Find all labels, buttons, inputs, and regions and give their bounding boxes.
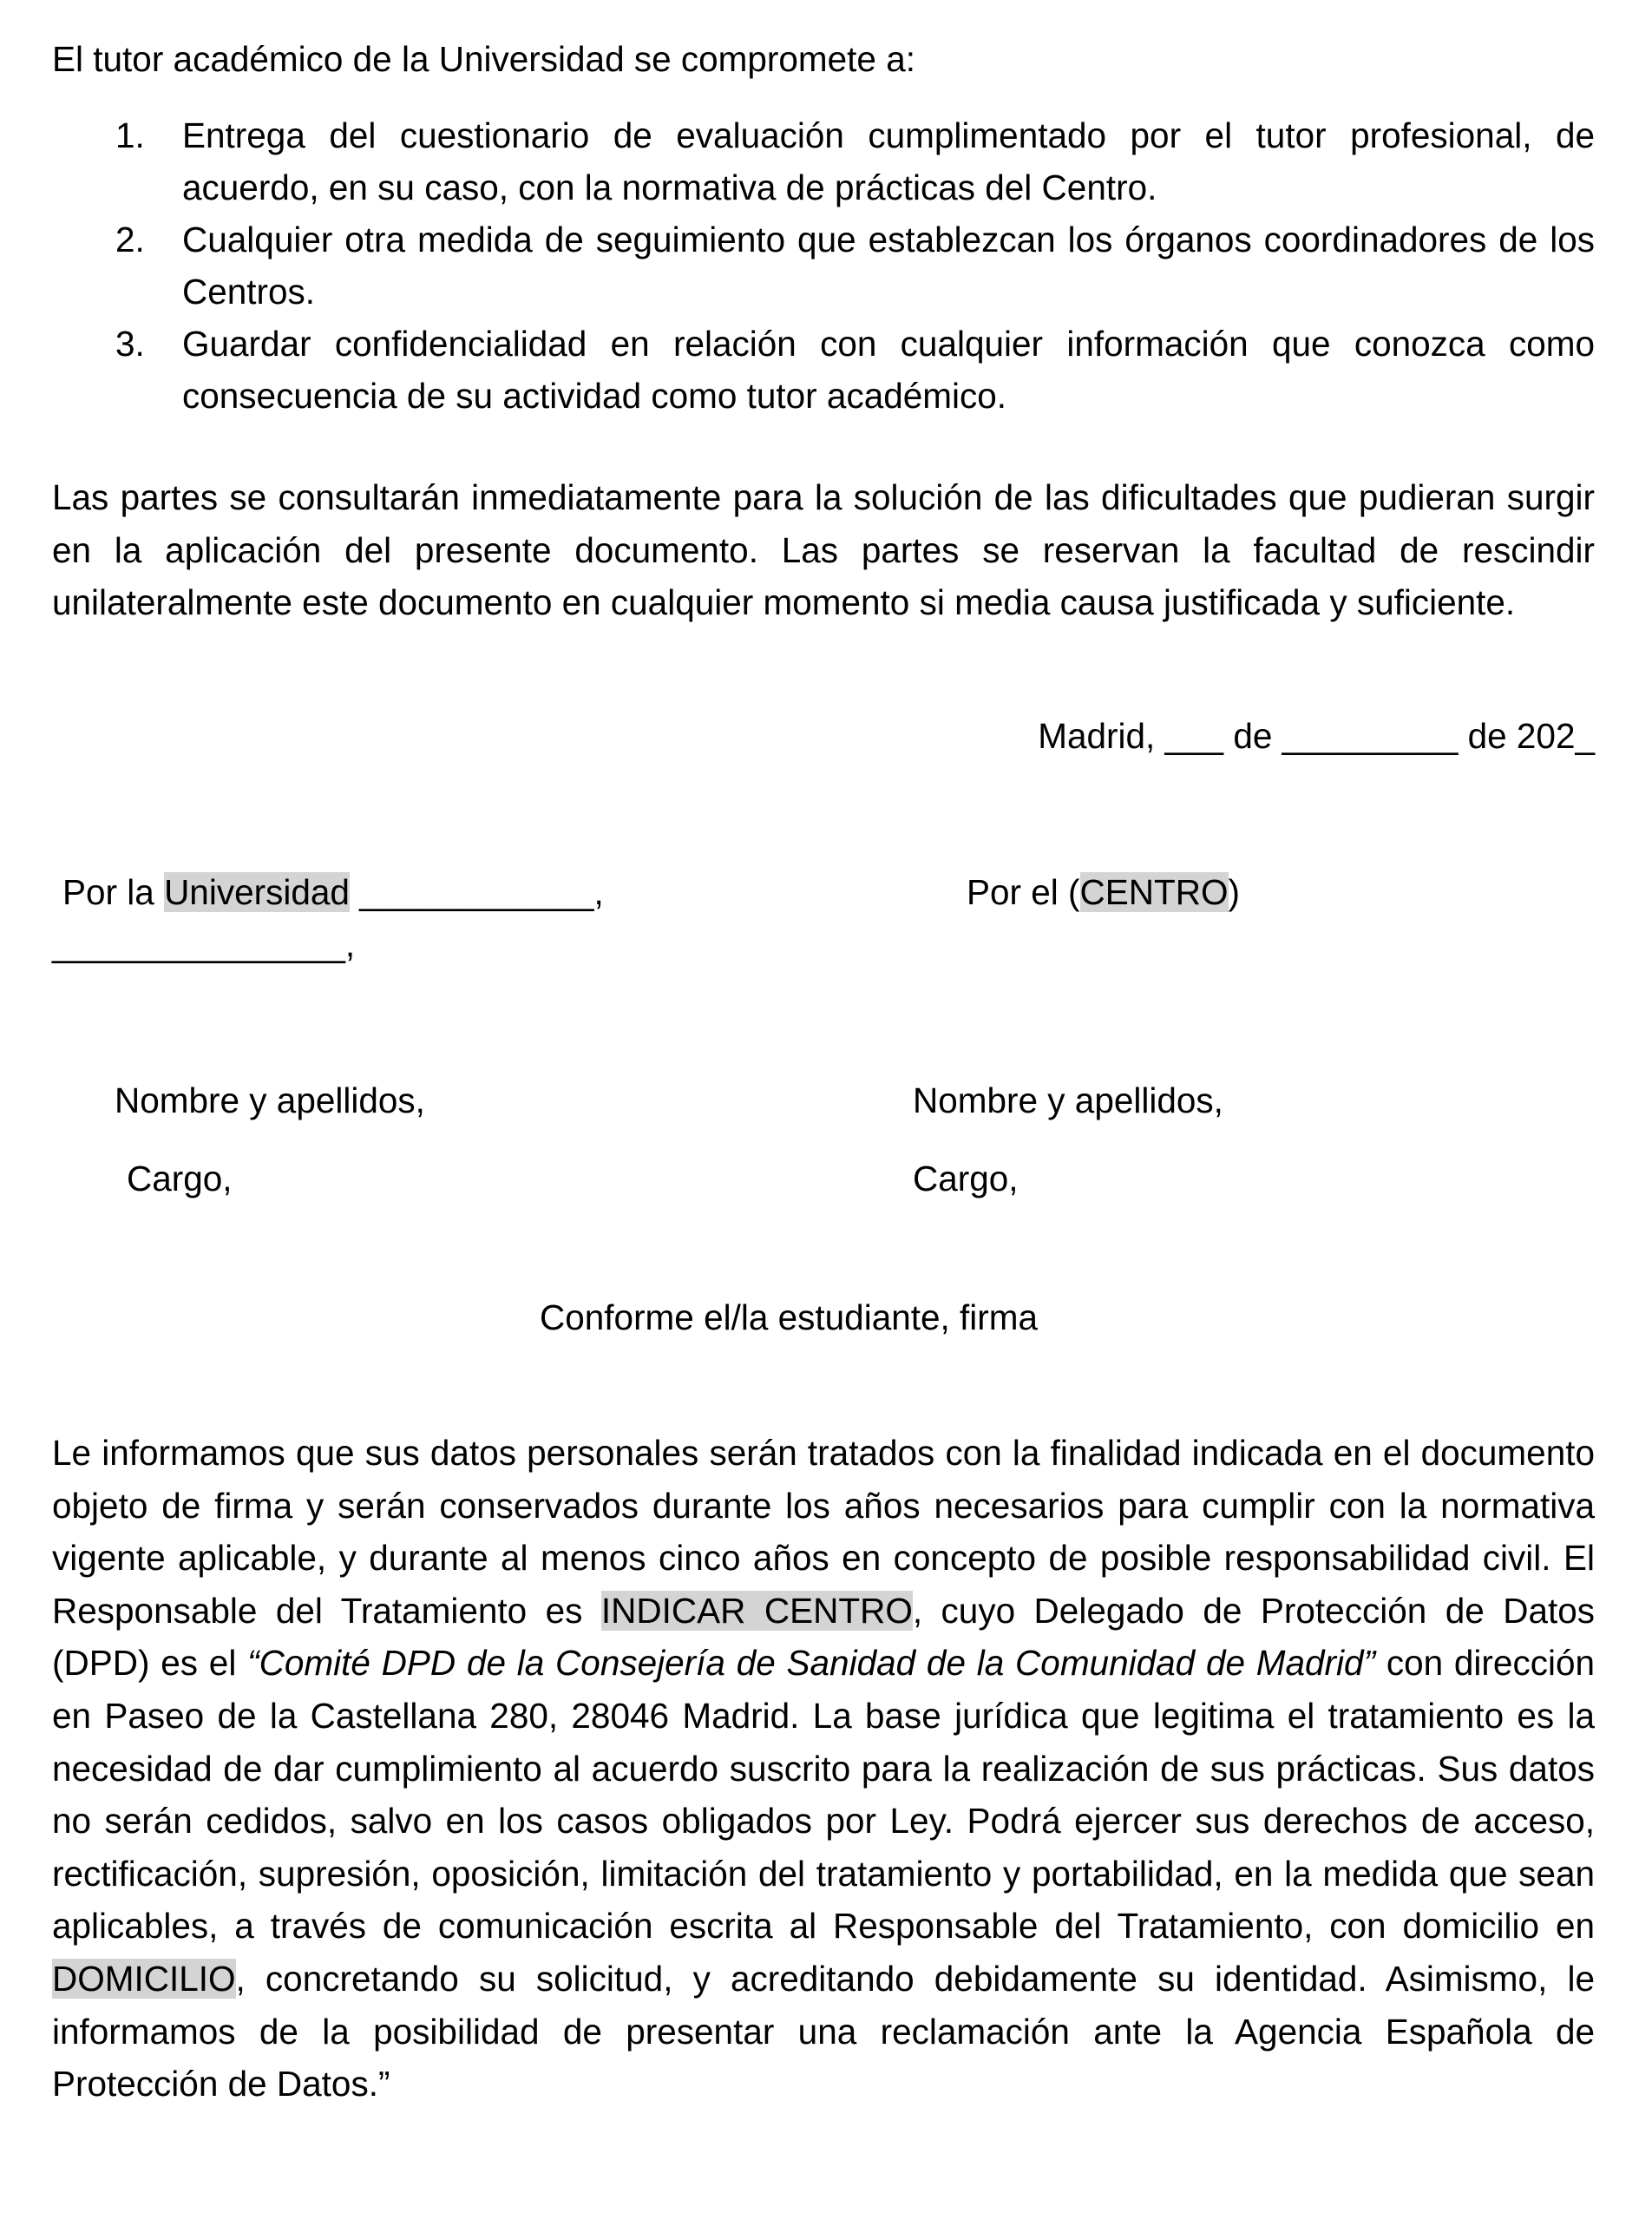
signature-left-prefix: Por la — [62, 872, 165, 912]
intro-line: El tutor académico de la Universidad se compromete a: — [52, 39, 915, 79]
list-item-text: Cualquier otra medida de seguimiento que establezcan los órganos coordinadores de los Centros. — [182, 220, 1595, 312]
signature-right-suffix: ) — [1228, 872, 1241, 912]
domicilio-highlight: DOMICILIO — [52, 1958, 236, 1999]
commitments-list — [52, 109, 1595, 422]
role-label-left: Cargo, — [127, 1159, 233, 1198]
list-item-text: Guardar confidencialidad en relación con cualquier información que conozca como consecuencia de su actividad como tutor académico. — [182, 324, 1595, 416]
centro-highlight: CENTRO — [1079, 872, 1229, 912]
date-line: Madrid, ___ de _________ de 202_ — [1038, 716, 1595, 756]
signature-right-label — [967, 866, 1240, 918]
signature-right-prefix: Por el ( — [967, 872, 1080, 912]
signature-left-line: _______________, — [52, 924, 356, 964]
privacy-text-2: , cuyo Delegado de Protección de Datos (DPD) es el — [52, 1590, 1595, 1684]
consult-paragraph: Las partes se consultarán inmediatamente para la solución de las dificultades que pudieran surgir en la aplicación del presente documento. Las partes se reservan la facultad de rescindir unilateralmente este documento en cualquier momento si media causa justificada y suficiente. — [52, 477, 1595, 623]
privacy-text-1: Le informamos que sus datos personales serán tratados con la finalidad indicada en el documento objeto de firma y serán conservados durante los años necesarios para cumplir con la normativa vigente aplicable, y durante al menos cinco años en concepto de posible responsabilidad civil. El Responsable del Tratamiento es — [52, 1433, 1595, 1631]
list-item — [52, 318, 1595, 422]
list-item-text: Entrega del cuestionario de evaluación cumplimentado por el tutor profesional, de acuerdo, en su caso, con la normativa de prácticas del Centro. — [182, 115, 1595, 207]
student-signature-label: Conforme el/la estudiante, firma — [540, 1297, 1039, 1337]
university-highlight: Universidad — [164, 872, 350, 912]
role-label-right: Cargo, — [913, 1159, 1019, 1198]
indicar-centro-highlight: INDICAR CENTRO — [600, 1590, 913, 1631]
list-item — [52, 213, 1595, 318]
list-number: 1. — [115, 115, 145, 155]
name-label-left: Nombre y apellidos, — [115, 1080, 425, 1120]
list-item — [52, 109, 1595, 213]
privacy-text-3: con dirección en Paseo de la Castellana 280, 28046 Madrid. La base jurídica que legitima el tratamiento es la necesidad de dar cumplimiento al acuerdo suscrito para la realización de sus prácticas. Sus datos no serán cedidos, salvo en los casos obligados por Ley. Podrá ejercer sus derechos de acceso, rectificación, supresión, oposición, limitación del tratamiento y portabilidad, en la medida que sean aplicables, a través de comunicación escrita al Responsable del Tratamiento, con domicilio en — [52, 1643, 1595, 1947]
signature-left-suffix: ____________, — [349, 872, 604, 912]
privacy-paragraph — [52, 1427, 1595, 2111]
privacy-text-4: , concretando su solicitud, y acreditando debidamente su identidad. Asimismo, le informamos de la posibilidad de presentar una reclamación ante la Agencia Española de Protección de Datos.” — [52, 1958, 1595, 2104]
list-number: 2. — [115, 220, 145, 259]
dpd-name: “Comité DPD de la Consejería de Sanidad de la Comunidad de Madrid” — [247, 1643, 1376, 1684]
name-label-right: Nombre y apellidos, — [913, 1080, 1223, 1120]
signature-left-label — [62, 866, 604, 918]
list-number: 3. — [115, 324, 145, 364]
